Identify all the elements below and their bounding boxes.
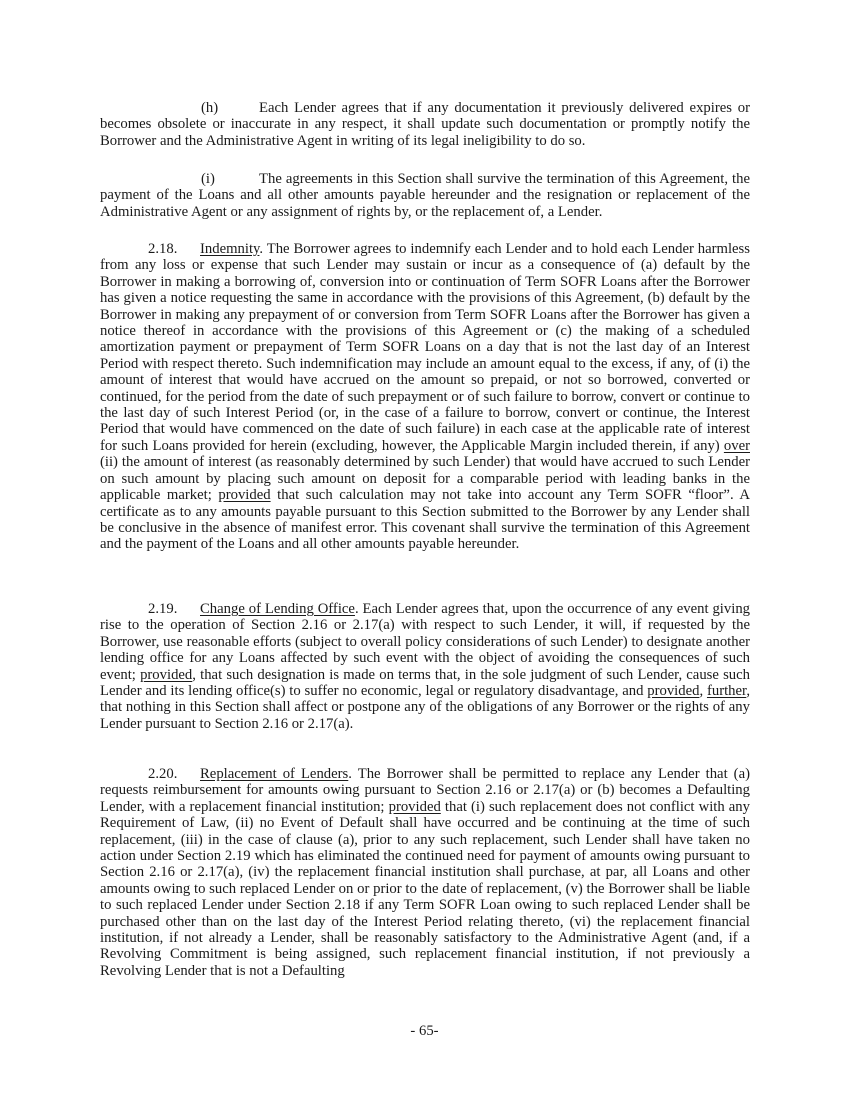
section-2-20-text-1: . The Borrower shall be permitted to replace any Lender that (a) requests reimbursement for amounts owing pursuant to Section 2.16 or 2.17(a) or (b) becomes a Defaulting Lender, with a replacement financial institution; <box>100 766 750 815</box>
section-2-19-further: further <box>706 683 747 700</box>
section-2-19-provided-1: provided <box>140 666 193 683</box>
section-2-19-provided-2: provided <box>647 683 700 700</box>
section-2-18-over: over <box>723 437 750 454</box>
section-2-20 <box>100 766 750 979</box>
paragraph-h <box>100 100 750 149</box>
section-2-19-heading: Change of Lending Office <box>200 601 355 617</box>
section-2-20-number: 2.20. <box>148 766 178 782</box>
section-2-18-heading: Indemnity <box>200 241 260 257</box>
section-2-18 <box>100 241 750 553</box>
section-2-19-number: 2.19. <box>148 601 178 617</box>
section-2-18-text-3: that such calculation may not take into account any Term SOFR “floor”. A certificate as to any amounts payable pursuant to this Section submitted to the Borrower by any Lender shall be conclusive in the absence of manifest error. This covenant shall survive the termination of this Agreement and the payment of the Loans and all other amounts payable hereunder. <box>100 487 750 553</box>
section-2-20-text-2: that (i) such replacement does not conflict with any Requirement of Law, (ii) no Event of Default shall have occurred and be continuing at the time of such replacement, (iii) in the case of clause (a), prior to any such replacement, such Lender shall have taken no action under Section 2.19 which has eliminated the continued need for payment of amounts owing pursuant to Section 2.16 or 2.17(a), (iv) the replacement financial institution shall purchase, at par, all Loans and other amounts owing to such replaced Lender on or prior to the date of replacement, (v) the Borrower shall be liable to such replaced Lender under Section 2.18 if any Term SOFR Loan owing to such replaced Lender shall be purchased other than on the last day of the Interest Period relating thereto, (vi) the replacement financial institution, if not already a Lender, shall be reasonably satisfactory to the Administrative Agent (and, if a Revolving Commitment is being assigned, such replacement financial institution, if not previously a Revolving Lender that is not a Defaulting <box>100 798 750 979</box>
section-2-18-number: 2.18. <box>148 241 178 257</box>
paragraph-i-label: (i) <box>201 171 215 187</box>
section-2-18-provided: provided <box>218 487 271 504</box>
section-2-19-text-2: , that such designation is made on terms that, in the sole judgment of such Lender, cause such Lender and its lending office(s) to suffer no economic, legal or regulatory disadvantage, and <box>100 666 750 700</box>
section-2-20-provided: provided <box>388 798 441 815</box>
section-2-19-text-4: , that nothing in this Section shall affect or postpone any of the obligations of any Borrower or the rights of any Lender pursuant to Section 2.16 or 2.17(a). <box>100 683 750 732</box>
section-2-20-heading: Replacement of Lenders <box>200 766 349 782</box>
page-number: - 65- <box>410 1023 439 1039</box>
section-2-19-text-1: . Each Lender agrees that, upon the occurrence of any event giving rise to the operation of Section 2.16 or 2.17(a) with respect to such Lender, it will, if requested by the Borrower, use reasonable efforts (subject to overall policy considerations of such Lender) to designate another lending office for any Loans affected by such event with the object of avoiding the consequences of such event; <box>100 601 751 683</box>
section-2-18-text-2: (ii) the amount of interest (as reasonably determined by such Lender) that would have accrued to such Lender on such amount by placing such amount on deposit for a comparable period with leading banks in the applicable market; <box>100 454 750 504</box>
paragraph-h-label: (h) <box>201 100 219 116</box>
paragraph-i-text: The agreements in this Section shall survive the termination of this Agreement, the payment of the Loans and all other amounts payable hereunder and the resignation or replacement of the Administrative Agent or any assignment of rights by, or the replacement of, a Lender. <box>100 171 750 220</box>
section-2-19-text-3: , <box>699 683 707 700</box>
section-2-18-text-1: . The Borrower agrees to indemnify each Lender and to hold each Lender harmless from any loss or expense that such Lender may sustain or incur as a consequence of (a) default by the Borrower in making a borrowing of, conversion into or continuation of Term SOFR Loans after the Borrower has given a notice requesting the same in accordance with the provisions of this Agreement, (b) default by the Borrower in making any prepayment of or conversion from Term SOFR Loans after the Borrower has given a notice thereof in accordance with the provisions of this Agreement or (c) the making of a scheduled amortization payment or prepayment of Term SOFR Loans on a day that is not the last day of an Interest Period with respect thereto. Such indemnification may include an amount equal to the excess, if any, of (i) the amount of interest that would have accrued on the amount so prepaid, or not so borrowed, converted or continued, for the period from the date of such prepayment or of such failure to borrow, convert or continue to the last day of such Interest Period (or, in the case of a failure to borrow, convert or continue, the Interest Period that would have commenced on the date of such failure) in each case at the applicable rate of interest for such Loans provided for herein (excluding, however, the Applicable Margin included therein, if any) <box>100 241 750 454</box>
paragraph-h-text: Each Lender agrees that if any documentation it previously delivered expires or becomes obsolete or inaccurate in any respect, it shall update such documentation or promptly notify the Borrower and the Administrative Agent in writing of its legal ineligibility to do so. <box>100 100 750 149</box>
paragraph-i <box>100 171 750 220</box>
section-2-19 <box>100 601 750 732</box>
